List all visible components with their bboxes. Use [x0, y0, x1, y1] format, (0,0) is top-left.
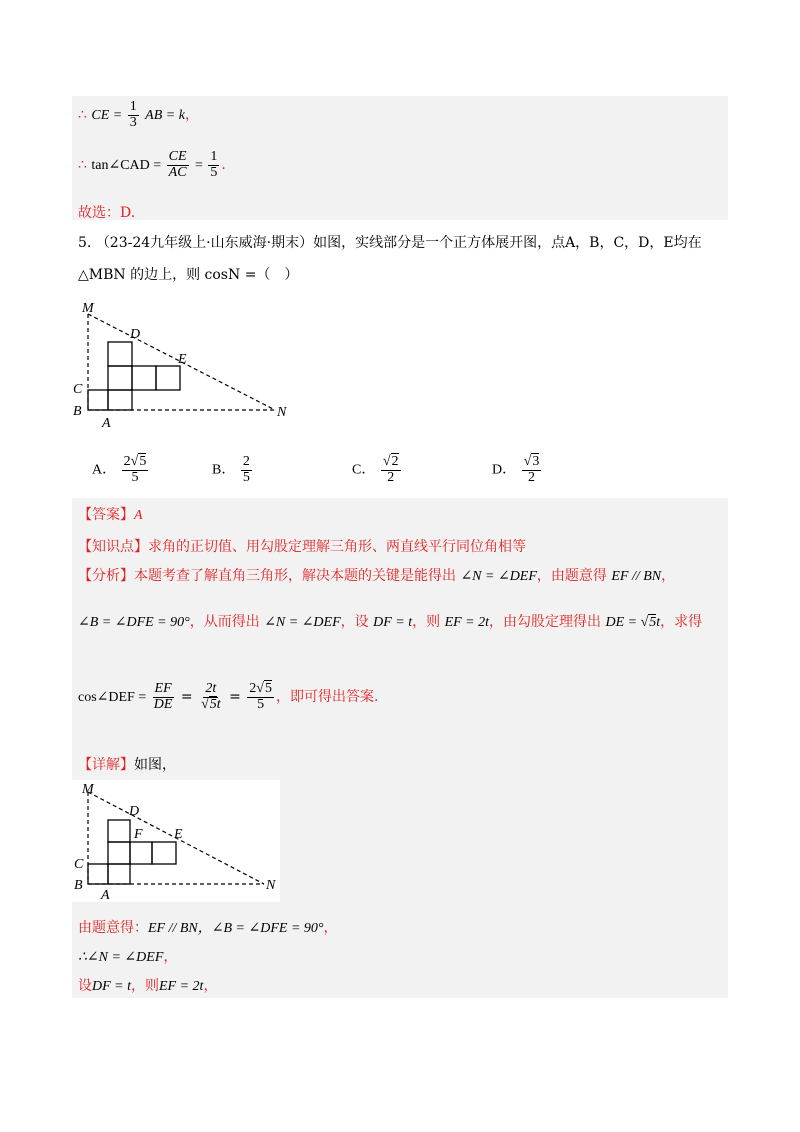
- solution-line-1: ∴ CE = $\frac{1}{3}$ AB = k，: [78, 99, 199, 130]
- label-b: B: [74, 878, 83, 893]
- knowledge-line: 【知识点】求角的正切值、用勾股定理解三角形、两直线平行同位角相等: [78, 539, 526, 555]
- option-b[interactable]: B． $\frac{2}{5}$: [212, 454, 250, 485]
- label-d: D: [130, 327, 141, 342]
- question-line-2: △MBN 的边上，则 cosN =（ ）: [78, 267, 299, 283]
- answer-line: 【答案】A: [78, 507, 143, 523]
- label-n: N: [266, 878, 276, 893]
- fraction: $\frac{CE}{AC}$: [168, 149, 187, 180]
- label-n: N: [277, 405, 287, 420]
- question-line-1: 5. （23-24九年级上·山东威海·期末）如图，实线部分是一个正方体展开图，点A，B，C，D，E均在: [78, 235, 702, 251]
- question-source: （23-24九年级上·山东威海·期末）: [95, 235, 314, 251]
- detail-line-1: 由题意得：EF // BN，∠B = ∠DFE = 90°，: [78, 920, 338, 936]
- fraction: $\frac{1}{3}$: [129, 99, 137, 130]
- label-b: B: [73, 404, 82, 419]
- label-m: M: [82, 301, 94, 316]
- cube-net-figure: [70, 300, 300, 430]
- label-a: A: [101, 888, 110, 902]
- fraction: $\frac{1}{5}$: [210, 149, 218, 180]
- cube-net-figure-detail: [72, 782, 282, 902]
- analysis-line-1: 【分析】本题考查了解直角三角形，解决本题的关键是能得出 ∠N = ∠DEF，由题意得 EF // BN，: [78, 568, 676, 584]
- label-d: D: [129, 804, 140, 819]
- analysis-line-3: cos∠DEF = $\frac{EF}{DE}$ = $\frac{2t}{√5t}$ = $\frac{2√5}{5}$ ，即可得出答案.: [78, 681, 379, 712]
- detail-line-2: ∴∠N = ∠DEF，: [78, 949, 178, 965]
- detail-line: 【详解】如图，: [78, 757, 176, 773]
- label-a: A: [102, 416, 111, 430]
- label-c: C: [74, 857, 84, 872]
- label-e: E: [174, 827, 183, 842]
- label-c: C: [73, 382, 83, 397]
- option-c[interactable]: C． $\frac{√2}{2}$: [352, 454, 399, 485]
- analysis-line-2: ∠B = ∠DFE = 90°，从而得出 ∠N = ∠DEF，设 DF = t，则 EF = 2t，由勾股定理得出 DE = √5t，求得: [78, 614, 703, 630]
- label-e: E: [178, 352, 187, 367]
- option-d[interactable]: D． $\frac{√3}{2}$: [492, 454, 540, 485]
- choice-conclusion: 故选：D.: [78, 205, 136, 221]
- label-m: M: [82, 782, 94, 797]
- option-a[interactable]: A． $\frac{2√5}{5}$: [92, 454, 147, 485]
- detail-line-3: 设DF = t，则EF = 2t，: [78, 978, 218, 994]
- label-f: F: [134, 827, 143, 842]
- solution-line-2: ∴ tan∠CAD = $\frac{CE}{AC}$ = $\frac{1}{5}$ .: [78, 149, 226, 180]
